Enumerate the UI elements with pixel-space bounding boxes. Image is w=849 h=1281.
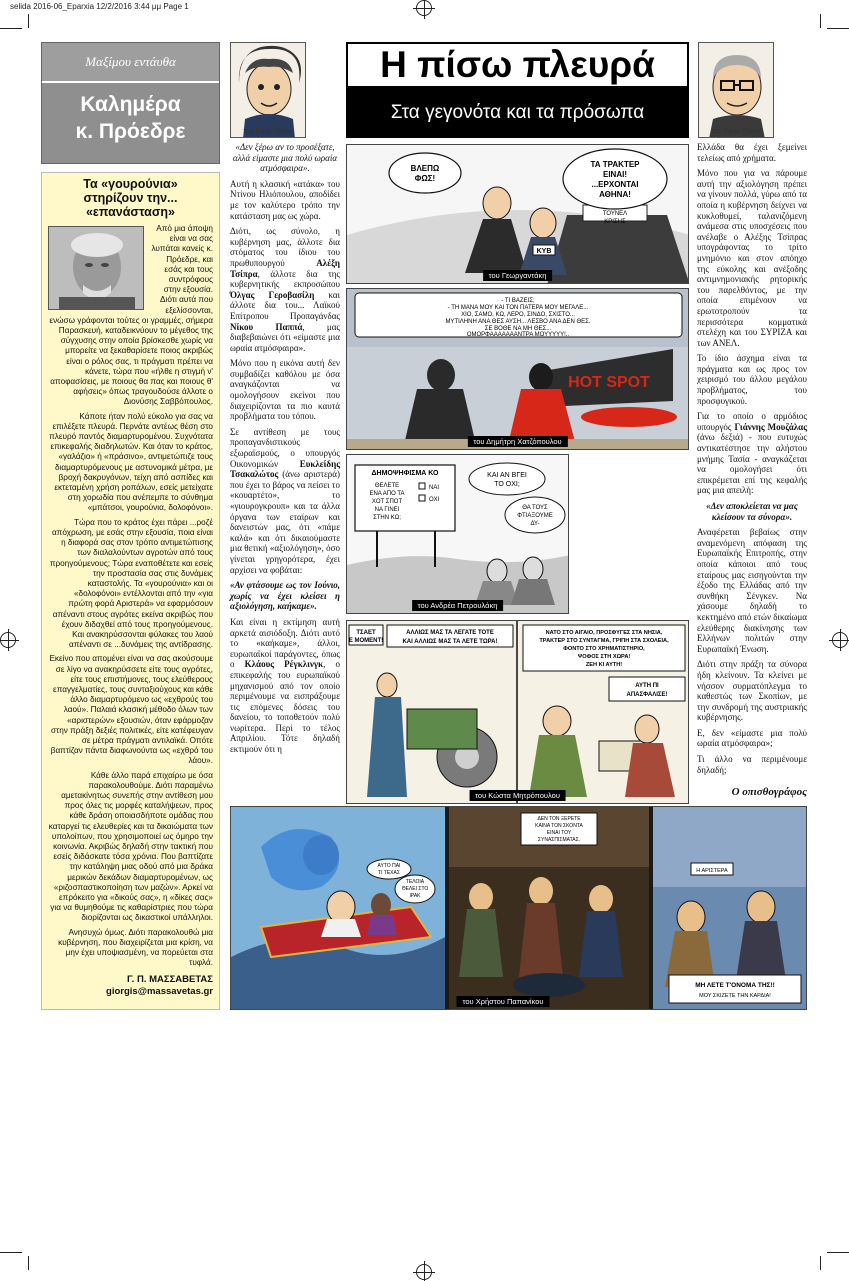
cartoon-referendum-illustration [347,455,569,614]
caricature-caption: της Εφης Ξένου [243,128,293,135]
billboard-line: ΕΝΑ ΑΠΟ ΤΑ [369,491,405,497]
portrait-photo-icon [49,227,144,310]
article-column-middle [230,142,340,760]
headline-line: Τα «γουρούνια» [83,177,178,191]
hotspot-sign: HOT SPOT [568,374,650,391]
print-slug: selida 2016-06_Eparxia 12/2/2016 3:44 μμ Page 1 [10,2,189,11]
article-paragraph: Αναφέρεται βεβαίως στην αναμενόμενη απόφαση της Ευρωπαϊκής Επιτροπής, στην οποία κάποιοι από τους εταίρους μας εισηγούνται την έξοδο της Ελλάδας από την συνθήκη Σένγκεν. Να χάσουμε δηλαδή το κεκτημένο από ετών δικαίωμα ελεύθερης διακίνησης των Ελλήνων πολιτών στην Ευρωπαϊκή Ένωση. [697,527,807,654]
tunnel-sign-line: ΚΡΙΣΗΣ [604,219,626,225]
speech-bubble-text: ΑΛΛΙΩΣ ΜΑΣ ΤΑ ΛΕΓΑΤΕ ΤΟΤΕ [406,630,494,636]
billboard-option: ΟΧΙ [429,497,440,503]
speech-bubble-text: ΤΑ ΤΡΑΚΤΕΡ [590,160,640,169]
article-paragraph: Για το οποίο ο αρμόδιος υπουργός Γιάννης Μουζάλας (άνω δεξιά) - που ευτυχώς αντικατέστησε την αλήστου μνήμης Τασία - αναγκάζεται να ομολογήσει ότι επικρέμεται επί της κεφαλής μας μια απειλή: [697,411,807,496]
speech-bubble-text: ΨΟΦΟΣ ΣΤΗ ΧΩΡΑ! [577,654,631,660]
speech-bubble-text: ΤΣΑΕΤ [356,630,376,636]
speech-bubble-text: ...ΕΡΧΟΝΤΑΙ [591,180,639,189]
billboard-line: ΣΤΗΝ ΚΩ; [373,515,401,521]
speech-bubble-text: ΝΑΤΟ ΣΤΟ ΑΙΓΑΙΟ, ΠΡΟΣΦΥΓΕΣ ΣΤΑ ΝΗΣΙΑ, [545,630,663,636]
crop-mark [28,14,29,28]
speech-bubble-text: ΦΟΝΤΟ ΣΤΟ ΧΡΗΜΑΤΙΣΤΗΡΙΟ, [563,646,645,652]
speech-bubble-text: ΦΩΣ! [414,174,436,183]
opinion-paragraph: Από μια άποψη είναι να σας λυπάται κανείς κ. Πρόεδρε, και εσάς και τους συντρόφους στην εξουσία. Διότι αυτά που εξελίσσονται, ενώσω γράφονται τούτες οι γραμμές, σήμερα Παρασκευή, καταδεικνύουν το μέγεθος της σύγχυσης στην οποία βρίσκεσθε χωρίς να μπορείτε να ξεκαθαρίσετε ποιος ακριβώς είναι ο ρόλος σας, τι πράγματι πρέπει να κάνετε, τώρα που «ήλθε η στιγμή ν' αποφασίσεις, με ποιους θα πας και ποιους θ' αφήσεις» όπως τραγουδούσε άλλοτε ο Διονύσης Σαββόπουλος. [49,224,213,407]
billboard-title: ΔΗΜΟΨΗΦΙΣΜΑ ΚΟ [371,470,439,477]
article-paragraph: «Δεν ξέρω αν το προσέξατε, αλλά είμαστε μια πολύ ωραία ατμόσφαιρα». [232,142,338,174]
speech-bubble-text: ΚΑΙ ΑΝ ΒΓΕΙ [487,472,527,479]
speech-bubble-text: ΤΙ ΤΕΧΑΣ [378,870,400,876]
cartoon-referendum [346,454,569,614]
cartoon-hotspot [346,288,689,450]
speech-bubble-text: ΙΡΑΚ [409,893,421,899]
opinion-paragraph: Εκείνο που απομένει είναι να σας ακούσουμε σε λίγο να ανακηρύσσετε είτε τους αγρότες, είτε τους επιστήμονες, τους ελεύθερους επαγγελματίες, τους συνταξιούχους και κάθε άλλο διαμαρτυρόμενο ως «εχθρούς του λαού». Παλαιά κλασική μέθοδο όλων των «αριστερών» εξουσιών, όταν εφάρμοζαν στην πράξη δεξιές πολιτικές, είτε κατέφευγαν σε μέτρα πράγματι αντιλαϊκά. Οπότε βαπτίζαν πάντα διαφωνούντα ως «εχθρό του λάου». [49,654,213,766]
section-masthead [346,42,689,138]
speech-line: ΣΕ ΒΟΘΕ ΝΑ ΜΗ ΘΕΣ... [484,326,552,332]
article-quote: «Αν φτάσουμε ως τον Ιούνιο, χωρίς να έχει κλείσει η αξιολόγηση, καήκαμε». [230,580,340,612]
promo-title-line: Καλημέρα [80,93,181,116]
cartoon-caption: του Κώστα Μητρόπουλου [469,790,566,801]
cartoon-farmers-illustration [347,621,689,804]
opinion-paragraph: Κάθε άλλο παρά επιχαίρω με όσα παρακολουθούμε. Διότι παραμένω αμετακίνητως συνεπής στην αντίθεση μου προς όλες τις μορφές καταλήψεων, προς κάθε δράση οποιασδήποτε ομάδας που καταργεί τις ελευθερίες και τα δικαιώματα των υπολοίπων, που χρησιμοποιεί ως όμηρο την κοινωνία. Ακριβώς δηλαδή στην τακτική που εσείς διδάσκατε τόσα χρόνια. Που βαπτίζατε την κατάληψη μιας οδού από μια δράκα μερικών δεκάδων διαμαρτυρομένων, ως «ριζοσπαστικοποίηση των μαζών». Αρκεί να επρόκειτο για «δικούς σας», η «δίκες σας» για να θυμηθούμε τις καθαρίστριες που τώρα διορίζονται ως δικαστικοί υπάλληλοι. [48,770,213,923]
speech-bubble-text: ΘΑ ΤΟΥΣ [522,505,548,511]
speech-bubble-text: ΤΟ ΟΧΙ; [494,481,520,488]
billboard-line: ΘΕΛΕΤΕ [374,483,400,489]
article-paragraph: Αυτή η κλασική «ατάκα» του Ντίνου Ηλιόπουλου, αποδίδει με τον καλύτερο τρόπο την κατάσταση μας ως χώρα. [230,178,340,221]
cartoon-sign: ΚΥΒ [536,248,552,255]
promo-title-line: κ. Πρόεδρε [75,120,186,143]
masthead-title: Η πίσω πλευρά [346,42,689,88]
article-paragraph: Διότι, ως σύνολο, η κυβέρνηση μας, άλλοτε δια στόματος του ίδιου του πρωθυπουργού Αλέξη Τσίπρα, άλλοτε δια της κυβερνητικής εκπροσώπου Όλγας Γεροβασίλη και άλλοτε δια του... Λαϊκού Επίτροπου Προπαγάνδας Νίκου Παππά, μας διαβεβαιώνει ότι «είμαστε μια ωραία ατμόσφαιρα». [230,226,341,353]
article-paragraph: Το ίδιο άσχημα είναι τα πράγματα και ως προς τον χειρισμό του άλλου μεγάλου προβλήματος, του προσφυγικού. [697,353,807,406]
crop-mark [0,28,22,29]
speech-bubble-text: ΤΕΛΟΙΑ [405,879,425,885]
cartoon-tunnel-illustration [347,145,689,284]
opinion-paragraph: Τώρα που το κράτος έχει πάρει ...ροζέ απόχρωση, με εσάς στην εξουσία, ποια είναι η διαφορά σας στον τρόπο αντιμετώπισης των διαλαλούντων αγροτών από τους προηγούμενους; Τώρα εναποθέτετε και εσείς την προστασία σας στις δυνάμεις καταστολής. Τα «γουρούνια» και οι «δολοφόνοι» εντέλλονται από την «για πρώτη φορά Αριστερά» να εφαρμόσουν απέναντι στους αγρότες εκείνα ακριβώς που έχουν διδαχθεί από τους προηγούμενους. Και ανακηρύσσονται φύλακες του λαού απέναντι σε ...δυνάμεις της αντίδρασης. [49,517,213,650]
cartoon-hotspot-illustration [347,289,689,450]
speech-bubble-text: ΤΡΑΚΤΕΡ ΣΤΟ ΣΥΝΤΑΓΜΑ, ΓΡΙΠΗ ΣΤΑ ΣΧΟΛΕΙΑ, [539,638,669,644]
registration-mark-right [832,632,848,648]
caricature-caption: της Εφης Ξένου [711,128,761,135]
speech-line: - ΤΙ ΒΑΖΕΙΣ; [501,298,535,304]
promo-kicker: Μαξίμου εντάυθα [42,43,219,83]
author-email: giorgis@massavetas.gr [106,986,213,998]
article-paragraph: Σε αντίθεση με τους προπαγανδιστικούς εξωραϊσμούς, ο υπουργός Οικονομικών Ευκλείδης Τσακαλώτος (άνω αριστερά) που έχει το βάρος να πείσει το «κουαρτέτο», το «γιουρογκρουπ» και τα άλλα όργανα των εταίρων και δανειστών μας, ότι «πάμε καλά» και ότι δικαιούμαστε μια θετική «αξιολόγηση», όσο γίνεται γρηγορότερα, έχει αρχίσει να φοβάται: [230,426,340,575]
author-name: Γ. Π. ΜΑΣΣΑΒΕΤΑΣ [127,974,213,986]
speech-bubble-text: ΜΗ ΛΕΤΕ Τ'ΟΝΟΜΑ ΤΗΣ!! [695,982,775,989]
billboard-line: ΧΟΤ ΣΠΟΤ [371,499,403,505]
caricature-face-icon [699,43,774,138]
crop-mark [0,1252,22,1253]
opinion-signature [48,974,213,998]
cartoon-strip-illustration [231,807,807,1010]
article-paragraph: Και είναι η εκτίμηση αυτή αρκετά αισιόδοξη. Διότι αυτό το «καήκαμε», άλλοι, ευρωπαϊκοί παράγοντες, όπως ο Κλάους Ρέγκλινγκ, ο επικεφαλής του ευρωπαϊκού μηχανισμού από τον οποίο περιμένουμε να εισπράξουμε τις επόμενες δόσεις του δανείου, το τοποθετούν πολύ νωρίτερα. Περί το τέλος Απριλίου. Τότε δηλαδή εκτιμούν ότι η [230,616,341,755]
article-paragraph: Τι άλλο να περιμένουμε δηλαδή; [697,754,807,775]
promo-title [42,91,219,145]
cartoon-tunnel [346,144,689,284]
headline-line: «επανάσταση» [85,205,176,219]
speech-line: ΧΙΟ, ΣΑΜΟ, ΚΩ, ΛΕΡΟ, ΣΙΝΔΟ, ΣΧΙΣΤΟ... [461,312,575,318]
speech-bubble-text: ΚΑΙΝΑ ΤΟΝ ΣΚΟΝΤΑ [535,823,583,829]
article-paragraph: Μόνο που η εικόνα αυτή δεν συμβαδίζει καθόλου με όσα αναγκάζονται να ομολογήσουν εκείνοι που διαχειρίζονται τα πιο καυτά προβλήματα του τόπου. [230,358,340,422]
caricature-right [698,42,774,138]
speech-bubble-text: ΑΥΤΟ ΠΑΙ [377,863,401,869]
cartoon-caption: του Γεωργαντάκη [483,270,553,281]
cartoon-farmers [346,620,689,804]
crop-mark [827,1252,849,1253]
section-promo-box [41,42,220,164]
article-column-right [697,142,807,780]
author-portrait [48,226,144,310]
article-paragraph: Ελλάδα θα έχει ξεμείνει τελείως από χρήματα. [697,142,807,163]
opinion-paragraph: Κάποτε ήταν πολύ εύκολο για σας να επιλέξετε πλευρά. Περνάτε αντέως θέση στο πλευρό παντός διαμαρτυρομένου. Συχνότατα επικεφαλής διαδηλωτών. Και όταν το κράτος, «γαλάζιο» ή «πράσινο», αντιμετώπιζε τους διαμαρτυρόμενους με αστυνομικά μέτρα, με βροχή δακρυγόνων, τείχη από ασπίδες και εκτεταμένη χρήση ροπάλων, εσείς μετείχατε στη χορωδία που ανέπεμπε το σύνθημα «μπάτσοι, γουρούνια, δολοφόνοι». [49,411,213,513]
tunnel-sign-line: ΤΟΥΝΕΛ [602,211,628,217]
headline-line: στηρίζουν την... [83,191,178,205]
speech-bubble-text: ΔΥ- [530,521,540,527]
article-paragraph: Διότι στην πράξη τα σύνορα ήδη κλείνουν. Τα κλείνει με νήσσον συρματόπλεγμα το καθεστώς των Σκοπίων, με την συνδρομή της αυστριακής κυβέρνησης. [697,659,807,723]
cartoon-caption: του Δημήτρη Χατζόπουλου [467,436,567,447]
speech-bubble-text: ΑΠΑΣΦΑΛΙΣΕ! [626,692,668,698]
registration-mark-left [0,632,16,648]
speech-bubble-text: ΕΙΝΑΙ! [603,170,627,179]
billboard-option: ΝΑΙ [429,485,440,491]
speech-bubble-text: ΑΥΤΗ ΠΙ [635,683,659,689]
speech-bubble-text: ΦΤΙΑΞΟΥΜΕ [517,513,553,519]
speech-bubble-text: ΖΕΗ ΚΙ ΑΥΤΗ! [585,662,623,668]
speech-bubble-text: ΣΥΝΑΣΠΙΣΜΑΤΑΣ. [537,837,581,843]
registration-mark-top [416,0,432,16]
speech-line: - ΤΗ ΜΑΝΑ ΜΟΥ ΚΑΙ ΤΟΝ ΠΑΤΕΡΑ ΜΟΥ ΜΕΓΑΛΕ... [447,305,589,311]
speech-bubble-text: ΚΑΙ ΑΛΛΙΩΣ ΜΑΣ ΤΑ ΛΕΤΕ ΤΩΡΑ! [402,639,498,645]
opinion-headline [48,177,213,219]
cartoon-strip [230,806,807,1010]
registration-mark-bottom [416,1264,432,1280]
crop-mark [820,1256,821,1270]
speech-line: ΜΥΤΙΛΗΝΗ ΑΝΑ ΘΕΣ ΑΥΣΗ... ΛΕΣΒΟ ΑΝΑ ΔΕΝ ΘΕΣ. [445,319,591,325]
speech-bubble-text: ΜΟΥ ΣΚΙΖΕΤΕ ΤΗΝ ΚΑΡΔΙΑ! [699,993,771,999]
crop-mark [820,14,821,28]
speech-bubble-text: Η ΑΡΙΣΤΕΡΑ [696,868,728,874]
speech-bubble-text: ΑΘΗΝΑ! [599,190,631,199]
column-signoff: Ο οπισθογράφος [731,786,807,798]
speech-line: ΟΜΟΡΦΑΑΑΑΑΑΑΝΤΡΑ ΜΟΥΥΥΥΥ!.. [466,332,570,338]
cartoon-caption: του Χρήστου Παπανίκου [457,996,550,1007]
cartoon-caption: του Ανδρέα Πετρουλάκη [412,600,504,611]
caricature-face-icon [231,43,306,138]
article-quote: «Δεν αποκλείεται να μας κλείσουν τα σύνορα». [706,501,798,522]
crop-mark [827,28,849,29]
speech-bubble-text: ΘΕΛΕΙ ΣΤΟ [401,886,429,892]
billboard-line: ΝΑ ΓΙΝΕΙ [374,507,400,513]
opinion-paragraph: Ανησυχώ όμως. Διότι παρακολουθώ μια κυβέρνηση, που διαχειρίζεται μια κρίση, να μην έχει υποψιασμένη, να πορεύεται στα τυφλά. [58,927,213,968]
article-paragraph: Ε, δεν «είμαστε μια πολύ ωραία ατμόσφαιρα»; [697,727,807,749]
opinion-column [41,172,220,1010]
caricature-left [230,42,306,138]
speech-bubble-text: ΒΛΕΠΩ [410,164,440,173]
speech-bubble-text: Ε ΜΟΜΕΝΤ! [348,638,384,644]
opinion-body [48,224,213,968]
speech-bubble-text: ΔΕΝ ΤΟΝ ΞΕΡΕΤΕ [537,816,581,822]
masthead-subtitle: Στα γεγονότα και τα πρόσωπα [390,102,645,123]
crop-mark [28,1256,29,1270]
speech-bubble-text: ΕΙΝΑΙ ΤΟΥ [546,830,572,836]
article-paragraph: Μόνο που για να πάρουμε αυτή την αξιολόγηση πρέπει να γίνουν πολλά, γύρω από τα οποία η κυβέρνηση δείχνει να κυκλοθυμεί, ταλανιζόμενη ανάμεσα στις υποσχέσεις που ανέλαβε ο Αλέξης Τσίπρας υπογράφοντας το τρίτο μνημόνιο και στον απόηχο της εύκολης και ανέξοδης αντιμνημονιακής ρητορικής του παρελθόντος, με την οποία επιμένουν να ερωτοτροπούν τα περισσότερα κομματικά στελέχη και του ΣΥΡΙΖΑ και των ΑΝΕΛ. [697,168,807,348]
